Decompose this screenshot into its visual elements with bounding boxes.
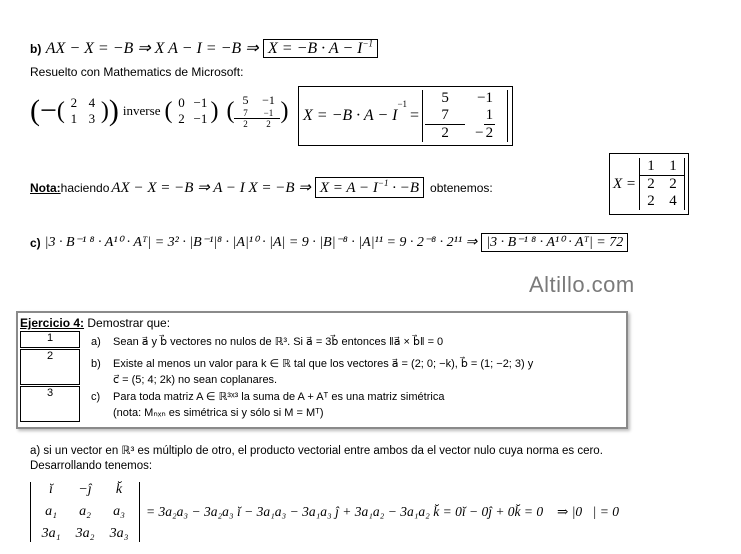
m3-d-den: 2 bbox=[266, 119, 271, 129]
ms-math-paren-c: ( bbox=[164, 98, 173, 124]
m2-d: −1 bbox=[193, 111, 208, 126]
m1-a: 2 bbox=[70, 95, 78, 110]
det-j: −ĵ bbox=[78, 482, 92, 497]
m3-b: −1 bbox=[262, 93, 275, 107]
nota-boxed bbox=[315, 177, 424, 198]
item-2-line1: Existe al menos un valor para k ∈ ℝ tal que los vectores a⃗ = (2; 0; −k), b⃗ = (1; −2; 3) y bbox=[113, 358, 534, 370]
nota-boxed-tail: · −B bbox=[388, 180, 420, 196]
nota-obtenemos: obtenemos: bbox=[430, 180, 493, 195]
det-i: ĭ bbox=[49, 482, 53, 497]
part-b-result-exp: −1 bbox=[362, 38, 374, 49]
ms-math-paren-b: ) bbox=[100, 98, 109, 124]
item-num-1: 1 bbox=[20, 331, 80, 348]
msb-c bbox=[425, 107, 465, 142]
ms-boxed-lhs: X = −B · A − I bbox=[303, 107, 398, 124]
nr-a bbox=[640, 158, 662, 193]
ms-math-close: ) bbox=[108, 94, 119, 127]
item-3-line2: (nota: Mₙₓₙ es simétrica si y sólo si M = Mᵀ) bbox=[113, 407, 324, 419]
item-1 bbox=[91, 335, 443, 348]
det-3a3: 3a₃ bbox=[109, 526, 129, 541]
ms-math-m1 bbox=[65, 95, 101, 127]
item-3-letter: c) bbox=[91, 391, 101, 403]
msb-a: 5 bbox=[441, 90, 449, 106]
m1-d: 3 bbox=[88, 111, 96, 126]
nr-a-num: 1 bbox=[640, 158, 662, 176]
nota-result-box bbox=[609, 153, 689, 215]
msb-c-num: 7 bbox=[425, 107, 465, 125]
ms-math-paren-d: ) bbox=[210, 98, 219, 124]
m3-d bbox=[256, 108, 280, 129]
m3-c-num: 7 bbox=[234, 108, 256, 119]
nota-text: haciendo bbox=[60, 180, 110, 195]
ms-math-m3 bbox=[234, 93, 280, 129]
answer-a-line1: a) si un vector en ℝ³ es múltiplo de otro, el producto vectorial entre ambos da el vector nulo cuya norma es cero. bbox=[30, 445, 603, 457]
nr-d: 4 bbox=[669, 193, 677, 209]
ms-boxed-exp: −1 bbox=[397, 99, 408, 109]
m2-a: 0 bbox=[178, 95, 185, 110]
item-3-line1: Para toda matriz A ∈ ℝ³ˣ³ la suma de A + Aᵀ es una matriz simétrica bbox=[113, 391, 445, 403]
part-b-equation: AX − X = −B ⇒ X A − I = −B ⇒ bbox=[45, 40, 259, 57]
ms-math-paren-a: ( bbox=[56, 98, 65, 124]
nota-result-x: X = bbox=[613, 175, 637, 192]
inverse-word: inverse bbox=[122, 103, 161, 118]
part-c-label: c) bbox=[30, 235, 41, 250]
m3-d-num: −1 bbox=[256, 108, 280, 119]
answer-a-text bbox=[30, 444, 603, 474]
msb-d-num: 1 bbox=[485, 107, 494, 123]
nota-eq: AX − X = −B ⇒ A − I X = −B ⇒ bbox=[111, 180, 311, 196]
part-b-result-text: X = −B · A − I bbox=[268, 40, 363, 57]
nota-label: Nota: bbox=[30, 180, 61, 195]
m2-c: 2 bbox=[178, 111, 185, 126]
nr-b-den: 2 bbox=[669, 176, 677, 192]
det-a3: a₃ bbox=[113, 504, 125, 519]
item-1-letter: a) bbox=[91, 336, 101, 348]
watermark-logo: Altillo.com bbox=[529, 272, 635, 297]
msb-b: −1 bbox=[477, 90, 494, 106]
det-k: k̆ bbox=[115, 482, 123, 497]
answer-a-line2: Desarrollando tenemos: bbox=[30, 460, 153, 472]
ms-boxed-eq: = bbox=[410, 107, 420, 124]
determinant-line bbox=[30, 478, 619, 546]
nota-line bbox=[30, 177, 493, 198]
ejercicio-title-tail: Demostrar que: bbox=[84, 316, 171, 330]
determinant-expansion: = 3a₂a₃ − 3a₂a₃ ĭ − 3a₁a₃ − 3a₁a₃ ĵ + 3a₁a₂ − 3a₁a₂ k̆ = 0ĭ − 0ĵ + 0k̆ = 0⃗ ⇒ |0⃗| = 0 bbox=[146, 504, 620, 519]
nota-boxed-exp: −1 bbox=[377, 178, 389, 188]
m1-c: 1 bbox=[70, 111, 78, 126]
nr-b bbox=[662, 158, 684, 193]
det-a2: a₂ bbox=[79, 504, 91, 519]
m2-b: −1 bbox=[193, 95, 208, 110]
ms-boxed-matrix bbox=[422, 90, 508, 142]
ms-math-paren-f: ) bbox=[280, 98, 289, 124]
nr-c: 2 bbox=[647, 193, 655, 209]
det-a1: a₁ bbox=[45, 504, 57, 519]
item-2-line2: c⃗ = (5; 4; 2k) no sean coplanares. bbox=[113, 374, 278, 386]
part-b-result bbox=[263, 39, 378, 58]
ms-math-paren-e: ( bbox=[226, 98, 235, 124]
nr-a-den: 2 bbox=[647, 176, 655, 192]
det-3a1: 3a₁ bbox=[41, 526, 61, 541]
m3-a: 5 bbox=[242, 93, 249, 107]
nota-boxed-text: X = A − I bbox=[319, 180, 378, 196]
item-num-2: 2 bbox=[20, 349, 80, 385]
ejercicio-title: Ejercicio 4: bbox=[20, 316, 85, 330]
item-1-line1: Sean a⃗ y b⃗ vectores no nulos de ℝ³. Si a⃗ = 3b⃗ entonces ‖a⃗ × b⃗‖ = 0 bbox=[113, 336, 444, 348]
msb-d-den: 2 bbox=[485, 125, 494, 141]
ms-math-line bbox=[30, 88, 288, 134]
item-3 bbox=[91, 389, 444, 421]
msb-c-den: 2 bbox=[441, 125, 449, 141]
item-num-3: 3 bbox=[20, 386, 80, 422]
m1-b: 4 bbox=[88, 95, 96, 110]
part-b-label: b) bbox=[30, 42, 42, 56]
ejercicio-title-line bbox=[20, 316, 170, 330]
ms-math-m2 bbox=[172, 95, 210, 127]
part-c-equation: |3 · B⁻¹ ⁸ · A¹⁰ · Aᵀ| = 3² · |B⁻¹|⁸ · |A|¹⁰ · |A| = 9 · |B|⁻⁸ · |A|¹¹ = 9 · 2⁻⁸ · 2¹¹ ⇒ bbox=[44, 235, 478, 250]
part-c-line bbox=[30, 233, 628, 252]
item-2-letter: b) bbox=[91, 358, 101, 370]
ms-math-open: (− bbox=[30, 94, 57, 127]
part-c-boxed: |3 · B⁻¹ ⁸ · A¹⁰ · Aᵀ| = 72 bbox=[481, 233, 628, 252]
item-2 bbox=[91, 356, 533, 388]
det-3a2: 3a₂ bbox=[75, 526, 95, 541]
resolved-text: Resuelto con Mathematics de Microsoft: bbox=[30, 65, 244, 79]
nota-result-matrix bbox=[639, 158, 685, 210]
msb-d: − $\frac{1}{2}$ bbox=[475, 107, 494, 141]
nr-b-num: 1 bbox=[662, 158, 684, 176]
part-b-line bbox=[30, 38, 378, 58]
ms-math-boxed bbox=[298, 86, 513, 146]
m3-c-den: 2 bbox=[243, 119, 248, 129]
m3-c bbox=[234, 108, 256, 129]
determinant-matrix bbox=[30, 482, 140, 542]
